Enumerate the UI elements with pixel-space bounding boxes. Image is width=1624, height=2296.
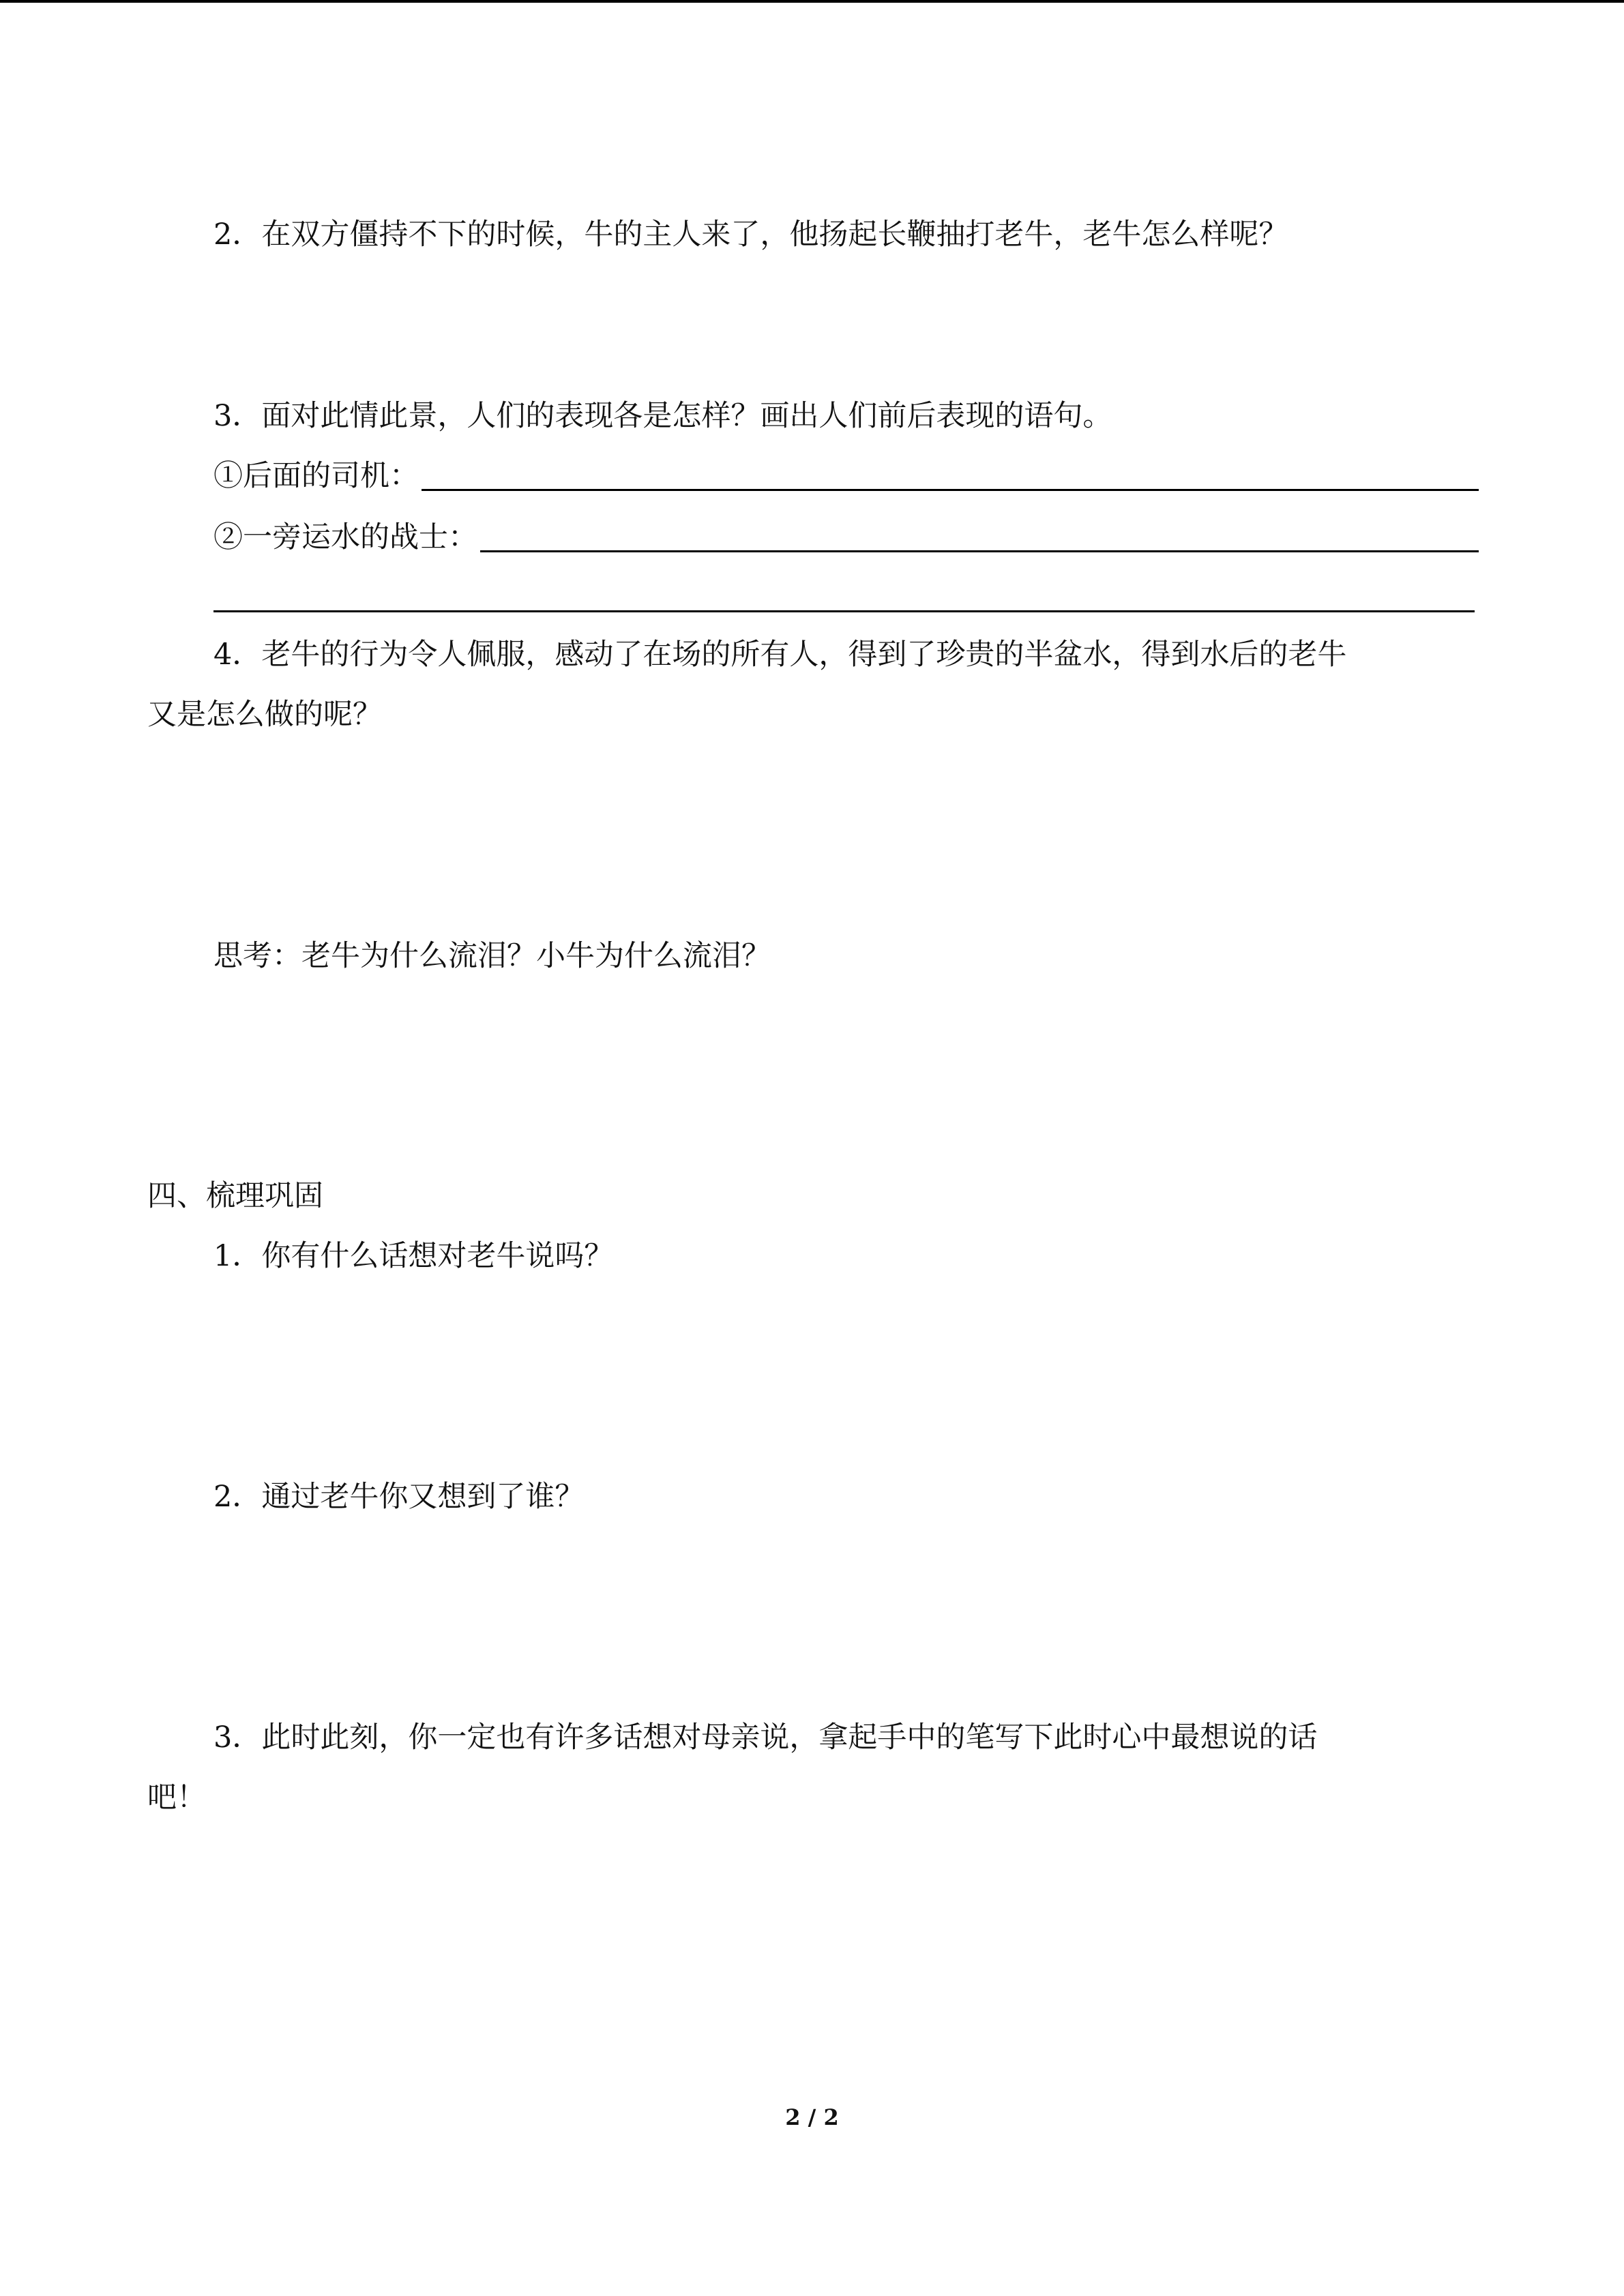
- answer-row-soldier: [213, 517, 1479, 558]
- page-number: 2 / 2: [785, 2104, 839, 2130]
- driver-label: ①后面的司机：: [213, 459, 419, 493]
- soldier-label: ②一旁运水的战士：: [213, 520, 477, 554]
- question-3-text: 3．面对此情此景，人们的表现各是怎样？画出人们前后表现的语句。: [213, 399, 1112, 433]
- question-4-text-line1: 4．老牛的行为令人佩服，感动了在场的所有人，得到了珍贵的半盆水，得到水后的老牛: [213, 638, 1347, 672]
- section-4-question-1: 1．你有什么话想对老牛说吗？: [213, 1239, 614, 1273]
- answer-row-driver: [213, 456, 1479, 496]
- driver-answer-blank[interactable]: [422, 489, 1479, 491]
- question-4-text-line2: 又是怎么做的呢？: [147, 698, 382, 732]
- section-4-question-2: 2．通过老牛你又想到了谁？: [213, 1480, 585, 1514]
- think-question-text: 思考：老牛为什么流泪？小牛为什么流泪？: [213, 939, 771, 973]
- soldier-answer-blank[interactable]: [480, 550, 1479, 552]
- section-4-question-3-line1: 3．此时此刻，你一定也有许多话想对母亲说，拿起手中的笔写下此时心中最想说的话: [213, 1720, 1318, 1755]
- soldier-answer-blank-continued[interactable]: [213, 610, 1475, 612]
- section-4-question-3-line2: 吧！: [147, 1780, 206, 1815]
- question-2-text: 2．在双方僵持不下的时候，牛的主人来了，他扬起长鞭抽打老牛，老牛怎么样呢？: [213, 218, 1288, 252]
- top-border-line: [0, 0, 1624, 3]
- section-4-heading: 四、梳理巩固: [147, 1179, 323, 1213]
